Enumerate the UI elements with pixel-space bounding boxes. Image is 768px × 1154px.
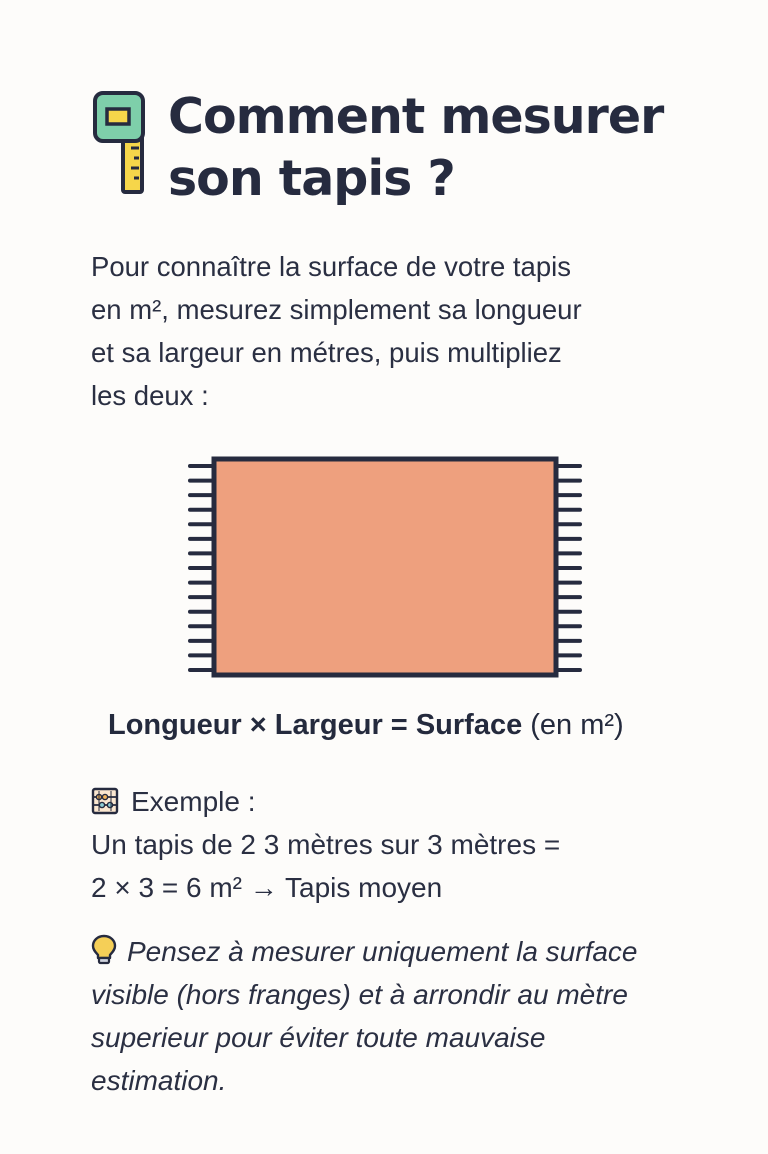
tip-section bbox=[91, 930, 731, 1102]
example-heading-row bbox=[91, 780, 711, 823]
tip-line: visible (hors franges) et à arrondir au mètre bbox=[91, 979, 628, 1010]
tip-line: Pensez à mesurer uniquement la surface bbox=[127, 936, 638, 967]
example-line: Un tapis de 2 3 mètres sur 3 mètres = bbox=[91, 829, 561, 860]
tip-line: superieur pour éviter toute mauvaise bbox=[91, 1022, 546, 1053]
formula-times: × bbox=[241, 709, 275, 741]
lightbulb-icon bbox=[91, 934, 117, 966]
example-heading: Exemple : bbox=[131, 786, 256, 817]
formula bbox=[108, 703, 728, 747]
formula-unit: (en m²) bbox=[522, 709, 624, 741]
header bbox=[92, 86, 732, 216]
rug-body bbox=[214, 459, 556, 675]
intro-line: et sa largeur en métres, puis multipliez bbox=[91, 337, 562, 368]
page-title bbox=[168, 86, 758, 210]
formula-equals: = bbox=[382, 709, 416, 741]
tape-measure-icon bbox=[92, 90, 148, 196]
example-calculation: 2 × 3 = 6 m² → Tapis moyen bbox=[91, 872, 443, 903]
tip-line: estimation. bbox=[91, 1065, 227, 1096]
example-section bbox=[91, 780, 711, 909]
formula-length: Longueur bbox=[108, 709, 242, 741]
intro-line: en m², mesurez simplement sa longueur bbox=[91, 294, 582, 325]
fringes-right bbox=[556, 466, 580, 670]
fringes-left bbox=[190, 466, 214, 670]
title-line: son tapis ? bbox=[168, 150, 455, 207]
formula-surface: Surface bbox=[415, 709, 523, 741]
formula-width: Largeur bbox=[274, 709, 383, 741]
title-line: Comment mesurer bbox=[168, 88, 664, 145]
rug-illustration bbox=[186, 452, 584, 680]
tip-first-row bbox=[91, 930, 731, 973]
intro-line: Pour connaître la surface de votre tapis bbox=[91, 251, 571, 282]
intro-paragraph bbox=[91, 245, 691, 417]
intro-line: les deux : bbox=[91, 380, 209, 411]
abacus-icon bbox=[91, 787, 119, 815]
